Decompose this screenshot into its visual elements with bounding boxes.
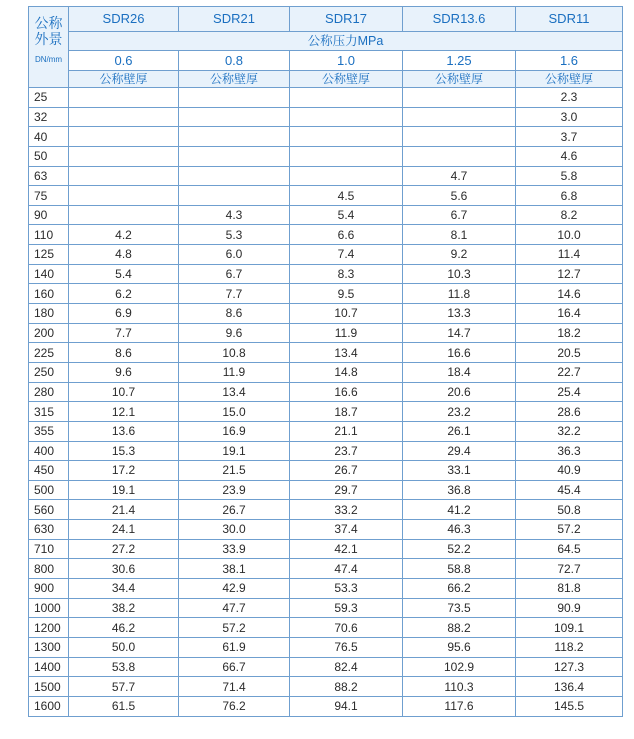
- table-row: [29, 480, 623, 500]
- wall-thickness-cell: 13.4: [179, 382, 290, 402]
- nominal-diameter-cell: 710: [29, 539, 69, 559]
- table-row: [29, 304, 623, 324]
- wall-thickness-cell: 29.7: [290, 480, 403, 500]
- wall-thickness-cell: 25.4: [516, 382, 623, 402]
- wall-thickness-cell: 38.1: [179, 559, 290, 579]
- pressure-value: 1.0: [290, 51, 403, 71]
- wall-thickness-cell: 71.4: [179, 677, 290, 697]
- wall-thickness-cell: [69, 146, 179, 166]
- wall-thickness-cell: [290, 166, 403, 186]
- wall-thickness-cell: 7.7: [179, 284, 290, 304]
- nominal-diameter-cell: 125: [29, 245, 69, 265]
- wall-thickness-table: [28, 6, 623, 717]
- table-row: [29, 323, 623, 343]
- nominal-diameter-cell: 900: [29, 579, 69, 599]
- nominal-diameter-cell: 1600: [29, 696, 69, 716]
- table-row: [29, 618, 623, 638]
- pressure-value: 0.6: [69, 51, 179, 71]
- wall-thickness-cell: [179, 107, 290, 127]
- nominal-diameter-cell: 250: [29, 362, 69, 382]
- table-row: [29, 598, 623, 618]
- wall-thickness-cell: 23.2: [403, 402, 516, 422]
- wall-thickness-cell: 61.5: [69, 696, 179, 716]
- wall-thickness-cell: 5.4: [69, 264, 179, 284]
- wall-thickness-cell: 117.6: [403, 696, 516, 716]
- wall-thickness-cell: 17.2: [69, 461, 179, 481]
- table-body: [29, 88, 623, 717]
- wall-thickness-cell: 19.1: [179, 441, 290, 461]
- wall-thickness-cell: 34.4: [69, 579, 179, 599]
- wall-thickness-label: 公称壁厚: [403, 71, 516, 88]
- wall-thickness-cell: [69, 88, 179, 108]
- wall-thickness-cell: 57.2: [179, 618, 290, 638]
- wall-thickness-cell: 42.1: [290, 539, 403, 559]
- wall-thickness-cell: 2.3: [516, 88, 623, 108]
- nominal-diameter-cell: 1500: [29, 677, 69, 697]
- wall-thickness-cell: 33.9: [179, 539, 290, 559]
- table-row: [29, 245, 623, 265]
- wall-thickness-cell: 102.9: [403, 657, 516, 677]
- nominal-diameter-cell: 75: [29, 186, 69, 206]
- wall-thickness-cell: 21.4: [69, 500, 179, 520]
- wall-thickness-cell: 14.8: [290, 362, 403, 382]
- wall-thickness-cell: 127.3: [516, 657, 623, 677]
- nominal-diameter-cell: 160: [29, 284, 69, 304]
- wall-thickness-cell: 14.7: [403, 323, 516, 343]
- wall-thickness-cell: 9.2: [403, 245, 516, 265]
- table-row: [29, 127, 623, 147]
- wall-thickness-cell: [403, 146, 516, 166]
- wall-thickness-cell: 47.7: [179, 598, 290, 618]
- wall-thickness-cell: 52.2: [403, 539, 516, 559]
- nominal-diameter-cell: 450: [29, 461, 69, 481]
- wall-thickness-cell: 4.8: [69, 245, 179, 265]
- wall-thickness-cell: [290, 88, 403, 108]
- wall-thickness-cell: 41.2: [403, 500, 516, 520]
- nominal-diameter-cell: 25: [29, 88, 69, 108]
- wall-thickness-cell: 26.7: [290, 461, 403, 481]
- table-row: [29, 579, 623, 599]
- nominal-diameter-cell: 1300: [29, 637, 69, 657]
- nominal-diameter-cell: 560: [29, 500, 69, 520]
- wall-thickness-cell: 4.3: [179, 205, 290, 225]
- wall-thickness-cell: 5.4: [290, 205, 403, 225]
- wall-thickness-cell: 6.7: [403, 205, 516, 225]
- wall-thickness-cell: [290, 146, 403, 166]
- wall-thickness-label: 公称壁厚: [516, 71, 623, 88]
- table-header: [29, 7, 623, 88]
- wall-thickness-cell: 29.4: [403, 441, 516, 461]
- wall-thickness-cell: 58.8: [403, 559, 516, 579]
- table-row: [29, 441, 623, 461]
- corner-cell: [29, 7, 69, 88]
- wall-thickness-cell: 10.7: [290, 304, 403, 324]
- table-row: [29, 559, 623, 579]
- wall-thickness-cell: 94.1: [290, 696, 403, 716]
- table-row: [29, 284, 623, 304]
- nominal-diameter-cell: 1200: [29, 618, 69, 638]
- wall-thickness-cell: 37.4: [290, 520, 403, 540]
- table-row: [29, 362, 623, 382]
- wall-thickness-cell: 73.5: [403, 598, 516, 618]
- wall-thickness-cell: 36.3: [516, 441, 623, 461]
- wall-thickness-cell: [69, 107, 179, 127]
- nominal-diameter-cell: 315: [29, 402, 69, 422]
- wall-thickness-cell: 46.3: [403, 520, 516, 540]
- table-row: [29, 88, 623, 108]
- wall-thickness-cell: 6.0: [179, 245, 290, 265]
- wall-thickness-cell: 6.9: [69, 304, 179, 324]
- nominal-diameter-cell: 280: [29, 382, 69, 402]
- wall-thickness-cell: [403, 88, 516, 108]
- nominal-diameter-cell: 140: [29, 264, 69, 284]
- wall-thickness-cell: 7.7: [69, 323, 179, 343]
- wall-thickness-cell: 40.9: [516, 461, 623, 481]
- wall-thickness-cell: 7.4: [290, 245, 403, 265]
- pressure-label: 公称压力MPa: [69, 32, 623, 51]
- wall-thickness-cell: 10.8: [179, 343, 290, 363]
- wall-thickness-cell: 16.4: [516, 304, 623, 324]
- wall-thickness-cell: 3.7: [516, 127, 623, 147]
- wall-thickness-cell: 23.7: [290, 441, 403, 461]
- wall-thickness-cell: 6.8: [516, 186, 623, 206]
- table-row: [29, 402, 623, 422]
- sdr-header: SDR13.6: [403, 7, 516, 32]
- wall-thickness-cell: 16.9: [179, 421, 290, 441]
- table-row: [29, 637, 623, 657]
- wall-thickness-cell: 42.9: [179, 579, 290, 599]
- corner-label-line-1: 公称: [34, 15, 63, 31]
- wall-thickness-cell: 6.7: [179, 264, 290, 284]
- wall-thickness-cell: 90.9: [516, 598, 623, 618]
- wall-thickness-cell: 118.2: [516, 637, 623, 657]
- table-row: [29, 205, 623, 225]
- sdr-header: SDR21: [179, 7, 290, 32]
- table-row: [29, 696, 623, 716]
- nominal-diameter-cell: 90: [29, 205, 69, 225]
- wall-thickness-cell: 18.2: [516, 323, 623, 343]
- wall-thickness-cell: 30.0: [179, 520, 290, 540]
- wall-thickness-cell: 53.8: [69, 657, 179, 677]
- table-row: [29, 500, 623, 520]
- wall-thickness-cell: [290, 107, 403, 127]
- wall-thickness-cell: 38.2: [69, 598, 179, 618]
- wall-thickness-label: 公称壁厚: [69, 71, 179, 88]
- wall-thickness-cell: 20.6: [403, 382, 516, 402]
- sdr-header-row: [29, 7, 623, 32]
- nominal-diameter-cell: 180: [29, 304, 69, 324]
- wall-thickness-cell: 10.0: [516, 225, 623, 245]
- table-row: [29, 166, 623, 186]
- wall-thickness-cell: 11.9: [290, 323, 403, 343]
- wall-thickness-cell: 8.1: [403, 225, 516, 245]
- table-row: [29, 520, 623, 540]
- wall-thickness-cell: 16.6: [290, 382, 403, 402]
- wall-thickness-cell: [179, 127, 290, 147]
- wall-thickness-cell: 13.6: [69, 421, 179, 441]
- wall-thickness-cell: 11.4: [516, 245, 623, 265]
- wall-thickness-cell: 4.2: [69, 225, 179, 245]
- corner-label-line-2: 外景: [34, 31, 63, 47]
- nominal-diameter-cell: 32: [29, 107, 69, 127]
- wall-thickness-cell: [69, 127, 179, 147]
- wall-thickness-cell: [179, 166, 290, 186]
- table-row: [29, 677, 623, 697]
- wall-thickness-cell: 4.7: [403, 166, 516, 186]
- nominal-diameter-cell: 630: [29, 520, 69, 540]
- wall-thickness-cell: 10.7: [69, 382, 179, 402]
- table-row: [29, 461, 623, 481]
- wall-thickness-cell: 36.8: [403, 480, 516, 500]
- table-row: [29, 225, 623, 245]
- table-row: [29, 186, 623, 206]
- wall-thickness-cell: [69, 205, 179, 225]
- wall-thickness-cell: [69, 166, 179, 186]
- wall-thickness-cell: 11.9: [179, 362, 290, 382]
- wall-thickness-cell: 15.0: [179, 402, 290, 422]
- pressure-value: 1.25: [403, 51, 516, 71]
- wall-thickness-cell: 47.4: [290, 559, 403, 579]
- wall-thickness-cell: 21.1: [290, 421, 403, 441]
- wall-thickness-cell: 72.7: [516, 559, 623, 579]
- wall-thickness-cell: 64.5: [516, 539, 623, 559]
- nominal-diameter-cell: 63: [29, 166, 69, 186]
- wall-thickness-cell: 3.0: [516, 107, 623, 127]
- wall-thickness-cell: 10.3: [403, 264, 516, 284]
- wall-thickness-cell: 13.3: [403, 304, 516, 324]
- wall-thickness-cell: 8.3: [290, 264, 403, 284]
- wall-thickness-cell: 30.6: [69, 559, 179, 579]
- sdr-header: SDR11: [516, 7, 623, 32]
- wall-thickness-cell: 9.6: [69, 362, 179, 382]
- table-row: [29, 343, 623, 363]
- table-row: [29, 657, 623, 677]
- wall-thickness-cell: 11.8: [403, 284, 516, 304]
- wall-thickness-cell: 95.6: [403, 637, 516, 657]
- wall-thickness-cell: 13.4: [290, 343, 403, 363]
- wall-thickness-cell: 66.7: [179, 657, 290, 677]
- wall-thickness-cell: 82.4: [290, 657, 403, 677]
- wall-thickness-cell: 50.8: [516, 500, 623, 520]
- wall-thickness-cell: 81.8: [516, 579, 623, 599]
- wall-thickness-cell: 12.7: [516, 264, 623, 284]
- wall-thickness-cell: 27.2: [69, 539, 179, 559]
- wall-thickness-cell: 46.2: [69, 618, 179, 638]
- wall-thickness-cell: 4.6: [516, 146, 623, 166]
- wall-thickness-cell: 12.1: [69, 402, 179, 422]
- wall-thickness-cell: [179, 186, 290, 206]
- table-row: [29, 264, 623, 284]
- table-row: [29, 539, 623, 559]
- nominal-diameter-cell: 1000: [29, 598, 69, 618]
- wall-thickness-cell: [179, 146, 290, 166]
- wall-thickness-cell: 21.5: [179, 461, 290, 481]
- wall-thickness-cell: 4.5: [290, 186, 403, 206]
- nominal-diameter-cell: 500: [29, 480, 69, 500]
- wall-thickness-cell: [179, 88, 290, 108]
- table-row: [29, 382, 623, 402]
- wall-thickness-cell: [69, 186, 179, 206]
- wall-thickness-cell: 6.2: [69, 284, 179, 304]
- wall-thickness-cell: 18.4: [403, 362, 516, 382]
- wall-thickness-cell: 20.5: [516, 343, 623, 363]
- wall-thickness-cell: 8.6: [179, 304, 290, 324]
- wall-thickness-cell: 33.1: [403, 461, 516, 481]
- wall-thickness-cell: 8.2: [516, 205, 623, 225]
- wall-thickness-cell: 6.6: [290, 225, 403, 245]
- wall-thickness-cell: 59.3: [290, 598, 403, 618]
- wall-thickness-label: 公称壁厚: [179, 71, 290, 88]
- wall-thickness-cell: 57.2: [516, 520, 623, 540]
- wall-thickness-cell: 50.0: [69, 637, 179, 657]
- wall-thickness-cell: 76.2: [179, 696, 290, 716]
- wall-thickness-cell: 66.2: [403, 579, 516, 599]
- nominal-diameter-cell: 800: [29, 559, 69, 579]
- wall-thickness-cell: 26.7: [179, 500, 290, 520]
- nominal-diameter-cell: 50: [29, 146, 69, 166]
- nominal-diameter-cell: 200: [29, 323, 69, 343]
- wall-thickness-cell: 5.8: [516, 166, 623, 186]
- wall-thickness-cell: 16.6: [403, 343, 516, 363]
- wall-thickness-cell: 18.7: [290, 402, 403, 422]
- wall-thickness-cell: 61.9: [179, 637, 290, 657]
- nominal-diameter-cell: 110: [29, 225, 69, 245]
- wall-thickness-cell: 19.1: [69, 480, 179, 500]
- table-row: [29, 421, 623, 441]
- wall-thickness-cell: 5.6: [403, 186, 516, 206]
- wall-thickness-cell: 14.6: [516, 284, 623, 304]
- table-row: [29, 107, 623, 127]
- sdr-header: SDR17: [290, 7, 403, 32]
- pressure-values-row: [29, 51, 623, 71]
- pressure-value: 1.6: [516, 51, 623, 71]
- sdr-header: SDR26: [69, 7, 179, 32]
- nominal-diameter-cell: 355: [29, 421, 69, 441]
- wall-thickness-cell: 23.9: [179, 480, 290, 500]
- wall-thickness-cell: 70.6: [290, 618, 403, 638]
- wall-label-row: [29, 71, 623, 88]
- pressure-label-row: [29, 32, 623, 51]
- wall-thickness-cell: 110.3: [403, 677, 516, 697]
- wall-thickness-label: 公称壁厚: [290, 71, 403, 88]
- wall-thickness-cell: 136.4: [516, 677, 623, 697]
- wall-thickness-cell: 24.1: [69, 520, 179, 540]
- nominal-diameter-cell: 1400: [29, 657, 69, 677]
- wall-thickness-cell: 5.3: [179, 225, 290, 245]
- wall-thickness-cell: 88.2: [403, 618, 516, 638]
- wall-thickness-cell: [403, 127, 516, 147]
- wall-thickness-cell: 109.1: [516, 618, 623, 638]
- wall-thickness-cell: 53.3: [290, 579, 403, 599]
- wall-thickness-cell: 57.7: [69, 677, 179, 697]
- wall-thickness-cell: 9.5: [290, 284, 403, 304]
- wall-thickness-cell: 145.5: [516, 696, 623, 716]
- wall-thickness-cell: 8.6: [69, 343, 179, 363]
- wall-thickness-cell: 45.4: [516, 480, 623, 500]
- wall-thickness-cell: 32.2: [516, 421, 623, 441]
- table-row: [29, 146, 623, 166]
- wall-thickness-cell: 33.2: [290, 500, 403, 520]
- wall-thickness-cell: [290, 127, 403, 147]
- unit-label: DN/mm: [34, 55, 63, 64]
- nominal-diameter-cell: 40: [29, 127, 69, 147]
- wall-thickness-cell: 26.1: [403, 421, 516, 441]
- wall-thickness-cell: 15.3: [69, 441, 179, 461]
- wall-thickness-cell: 22.7: [516, 362, 623, 382]
- nominal-diameter-cell: 225: [29, 343, 69, 363]
- wall-thickness-cell: 28.6: [516, 402, 623, 422]
- wall-thickness-cell: 9.6: [179, 323, 290, 343]
- wall-thickness-cell: 88.2: [290, 677, 403, 697]
- pressure-value: 0.8: [179, 51, 290, 71]
- nominal-diameter-cell: 400: [29, 441, 69, 461]
- wall-thickness-cell: 76.5: [290, 637, 403, 657]
- wall-thickness-cell: [403, 107, 516, 127]
